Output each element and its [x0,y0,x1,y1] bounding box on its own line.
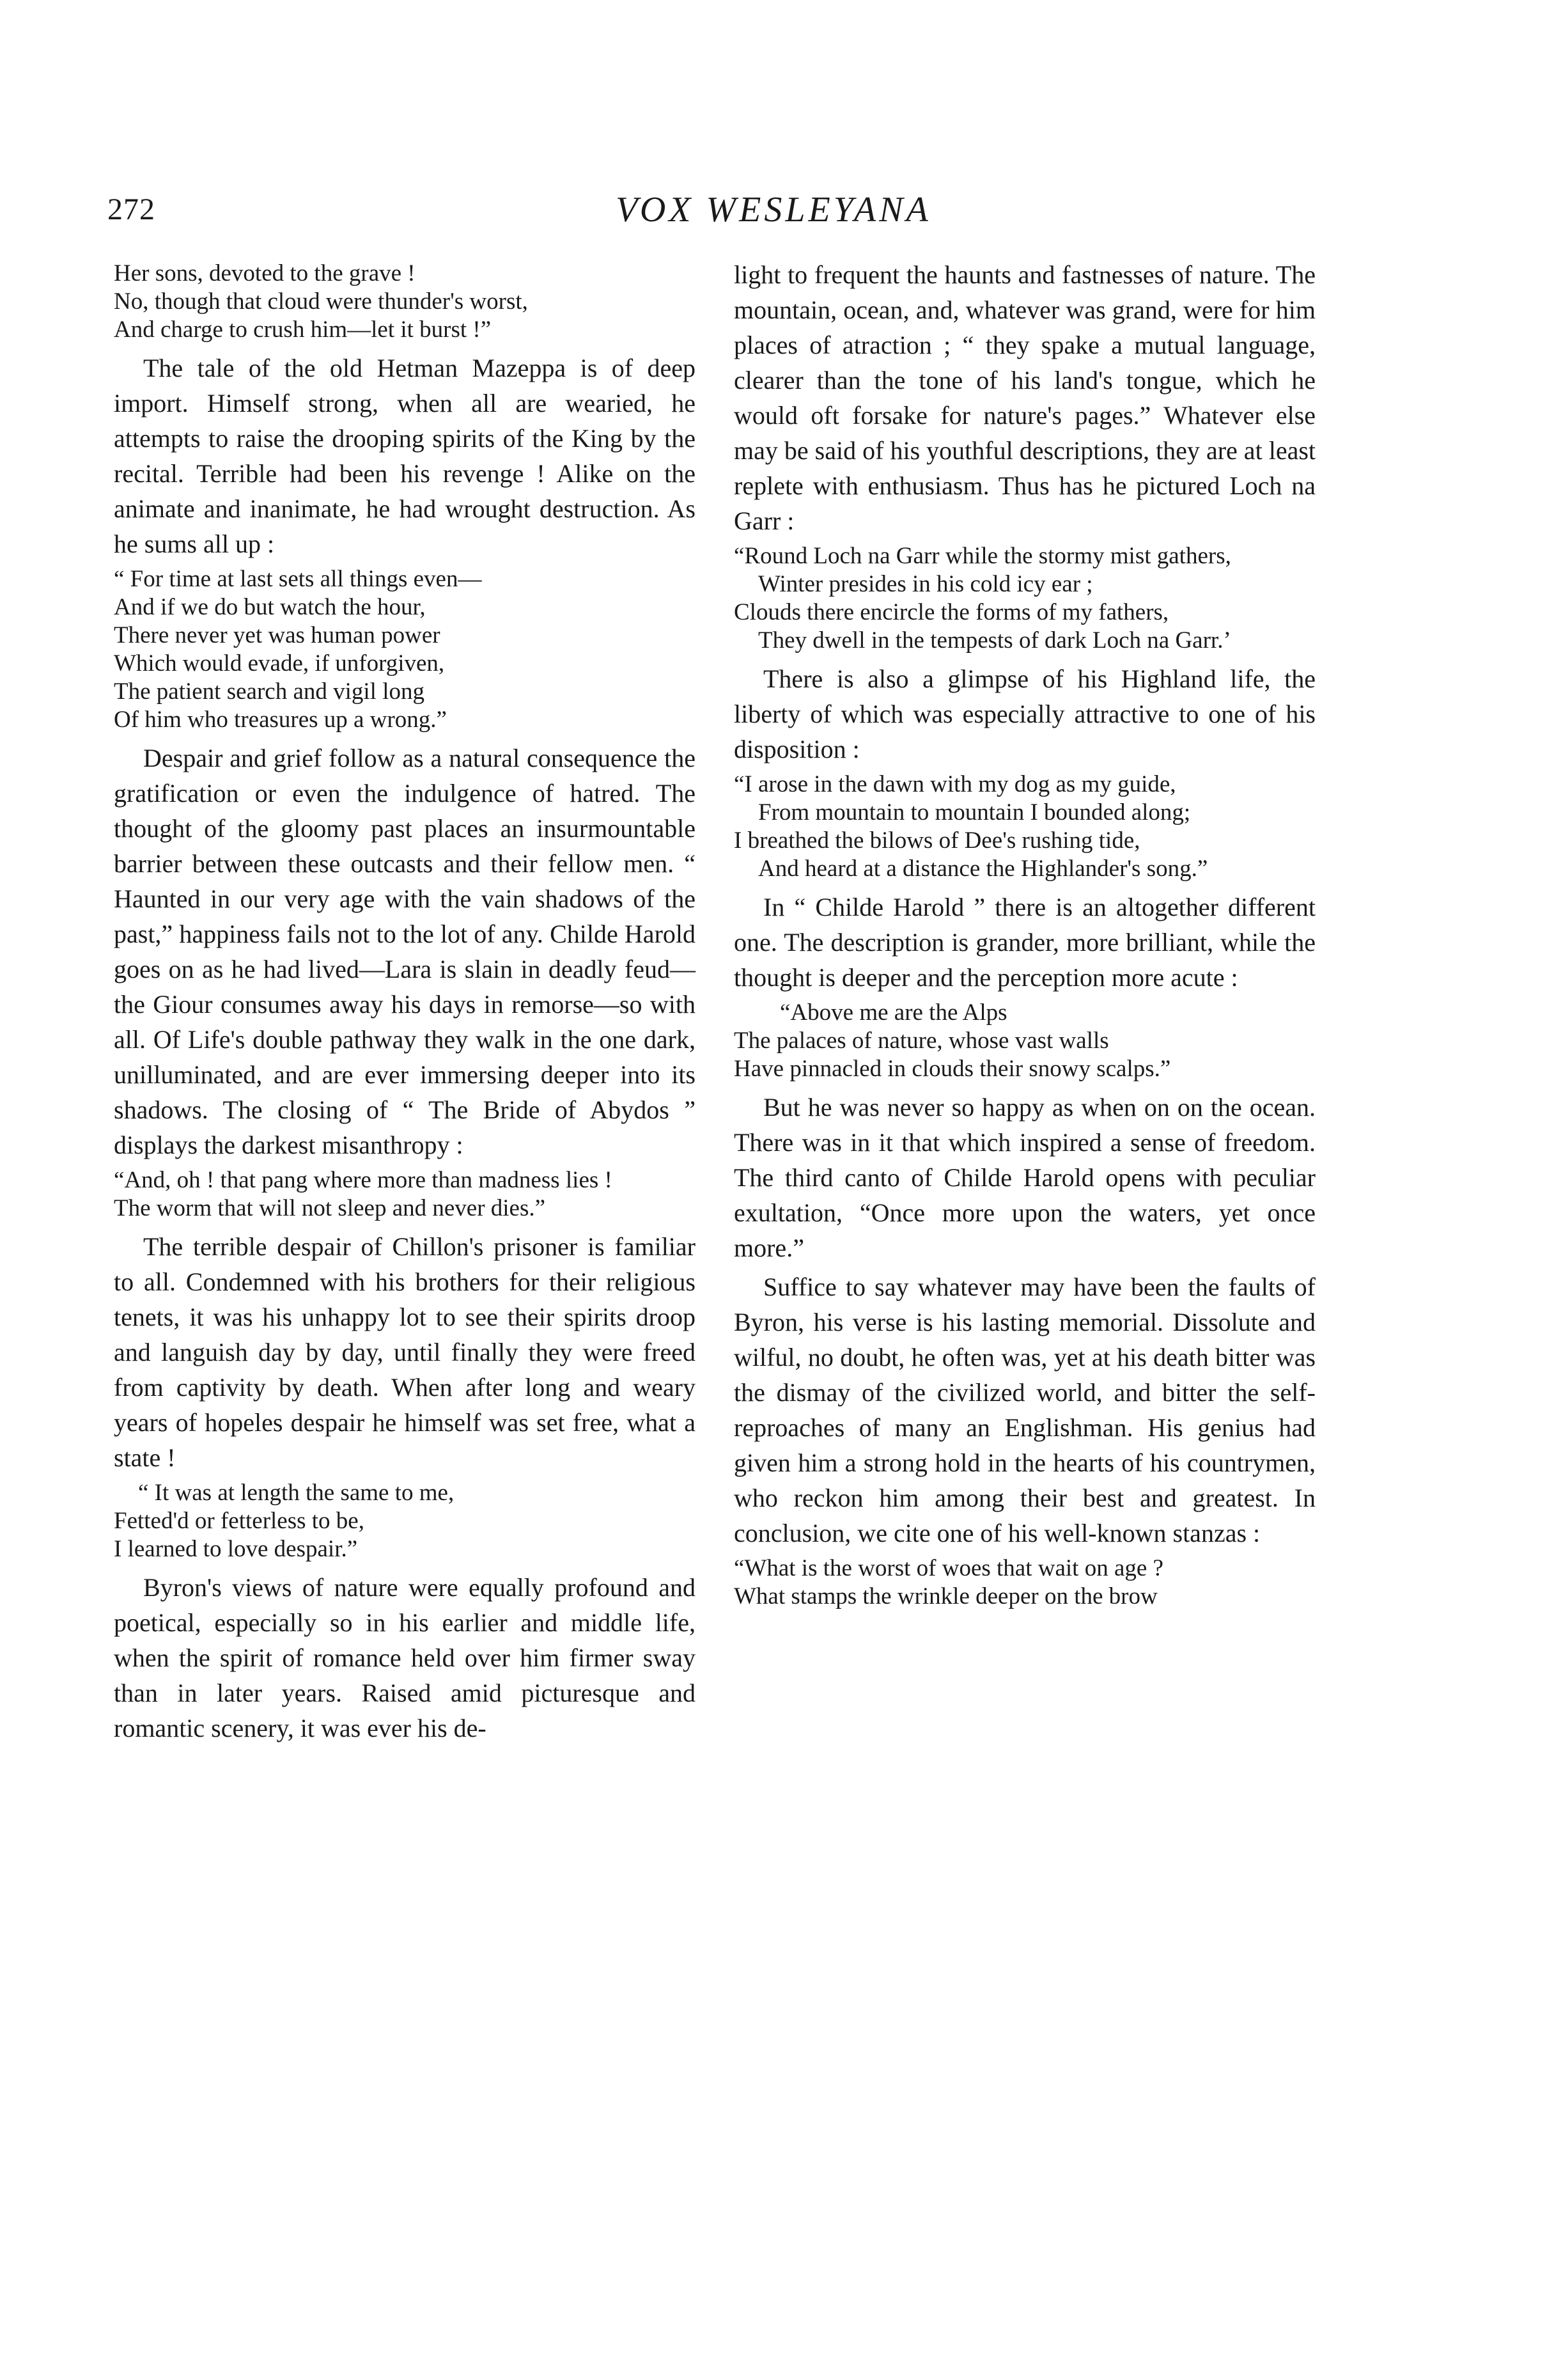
verse-line: There never yet was human power [114,622,440,648]
verse-line: From mountain to mountain I bounded along; [758,799,1191,826]
verse-line: The worm that will not sleep and never dies.” [114,1195,546,1221]
verse-line: The patient search and vigil long [114,678,424,705]
verse-line: “Above me are the Alps [780,999,1007,1026]
right-column [734,257,1316,1617]
verse-line: “What is the worst of woes that wait on age ? [734,1555,1163,1581]
verse-line: “ For time at last sets all things even— [114,566,482,592]
paragraph: Suffice to say whatever may have been the faults of Byron, his verse is his lasting memorial. Dissolute and wilful, no doubt, he often was, yet at his death bitter was the dismay of the civilized world, and bitter the self-reproaches of many an Englishman. His genius had given him a strong hold in the hearts of his countrymen, who reckon him among their best and greatest. In conclusion, we cite one of his well-known stanzas : [734,1272,1316,1547]
verse-line: Her sons, devoted to the grave ! [114,260,416,286]
paragraph: But he was never so happy as when on on the ocean. There was in it that which inspired a sense of freedom. The third canto of Childe Harold opens with peculiar exultation, “Once more upon the waters, yet once more.” [734,1093,1316,1262]
verse-block [114,1479,696,1563]
journal-title: VOX WESLEYANA [616,190,931,230]
verse-line: I breathed the bilows of Dee's rushing tide, [734,827,1140,854]
verse-line: They dwell in the tempests of dark Loch na Garr.’ [758,627,1231,654]
paragraph: light to frequent the haunts and fastnesses of nature. The mountain, ocean, and, whatever was grand, were for him places of atraction ; “ they spake a mutual language, clearer than the tone of his land's tongue, which he would oft forsake for nature's pages.” Whatever else may be said of his youthful descriptions, they are at least replete with enthusiasm. Thus has he pictured Loch na Garr : [734,260,1316,535]
page-number: 272 [107,192,155,226]
verse-line: Winter presides in his cold icy ear ; [758,571,1093,597]
verse-block [734,771,1316,883]
verse-block [114,260,696,344]
verse-line: “ It was at length the same to me, [138,1480,455,1506]
verse-line: And heard at a distance the Highlander's song.” [758,856,1208,882]
verse-block [734,542,1316,655]
verse-block [114,565,696,734]
verse-line: Which would evade, if unforgiven, [114,650,445,677]
verse-line: “And, oh ! that pang where more than madness lies ! [114,1167,612,1193]
paragraph: In “ Childe Harold ” there is an altogether different one. The description is grander, more brilliant, while the thought is deeper and the perception more acute : [734,893,1316,992]
verse-line: Clouds there encircle the forms of my fathers, [734,599,1169,625]
verse-block [114,1166,696,1223]
verse-line: I learned to love despair.” [114,1536,358,1562]
verse-line: Of him who treasures up a wrong.” [114,707,447,733]
verse-line: And charge to crush him—let it burst !” [114,317,492,343]
verse-line: “I arose in the dawn with my dog as my guide, [734,771,1176,797]
left-column [114,257,696,1750]
verse-line: Fetted'd or fetterless to be, [114,1508,364,1534]
verse-line: “Round Loch na Garr while the stormy mist gathers, [734,543,1231,569]
verse-line: The palaces of nature, whose vast walls [734,1028,1109,1054]
verse-line: Have pinnacled in clouds their snowy scalps.” [734,1056,1171,1082]
verse-block [734,999,1316,1083]
verse-line: What stamps the wrinkle deeper on the brow [734,1583,1158,1609]
verse-line: And if we do but watch the hour, [114,594,426,620]
verse-line: No, though that cloud were thunder's worst, [114,288,528,315]
paragraph: There is also a glimpse of his Highland life, the liberty of which was especially attractive to one of his disposition : [734,664,1316,763]
paragraph: Byron's views of nature were equally profound and poetical, especially so in his earlier and middle life, when the spirit of romance held over him firmer sway than in later years. Raised amid picturesque and romantic scenery, it was ever his de- [114,1573,696,1742]
paragraph: The tale of the old Hetman Mazeppa is of deep import. Himself strong, when all are wearied, he attempts to raise the drooping spirits of the King by the recital. Terrible had been his revenge ! Alike on the animate and inanimate, he had wrought destruction. As he sums all up : [114,354,696,558]
verse-block [734,1554,1316,1611]
paragraph: The terrible despair of Chillon's prisoner is familiar to all. Condemned with his brothers for their religious tenets, it was his unhappy lot to see their spirits droop and languish day by day, until finally they were freed from captivity by death. When after long and weary years of hopeles despair he himself was set free, what a state ! [114,1232,696,1472]
paragraph: Despair and grief follow as a natural consequence the gratification or even the indulgence of hatred. The thought of the gloomy past places an insurmountable barrier between these outcasts and their fellow men. “ Haunted in our very age with the vain shadows of the past,” happiness fails not to the lot of any. Childe Harold goes on as he had lived—Lara is slain in deadly feud—the Giour consumes away his days in remorse—so with all. Of Life's double pathway they walk in the one dark, unilluminated, and are ever immersing deeper into its shadows. The closing of “ The Bride of Abydos ” displays the darkest misanthropy : [114,744,696,1159]
